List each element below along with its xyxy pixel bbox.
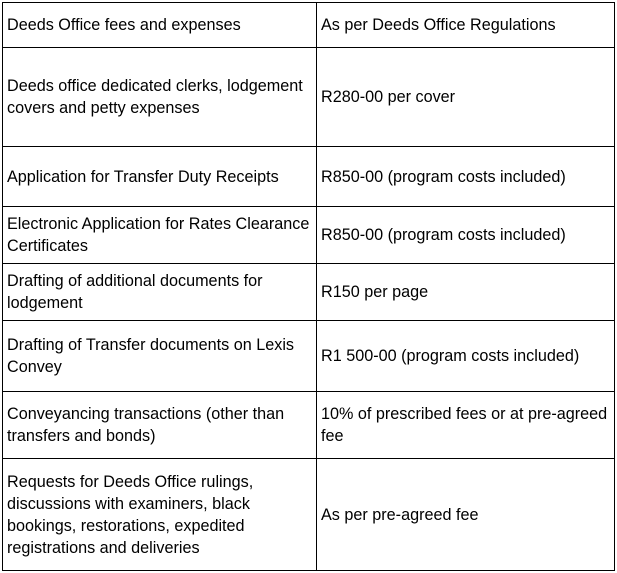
table-row <box>3 48 615 147</box>
service-cell <box>3 321 317 392</box>
fee-text: R850-00 (program costs included) <box>321 226 566 244</box>
service-cell <box>3 207 317 264</box>
service-text: Deeds office dedicated clerks, lodgement covers and petty expenses <box>7 77 303 117</box>
fee-text: R280-00 per cover <box>321 88 456 106</box>
fee-text: As per Deeds Office Regulations <box>321 16 556 34</box>
fee-cell <box>317 3 615 48</box>
service-text: Conveyancing transactions (other than transfers and bonds) <box>7 405 285 445</box>
service-cell <box>3 459 317 571</box>
fee-cell <box>317 321 615 392</box>
table-row <box>3 3 615 48</box>
fee-cell <box>317 207 615 264</box>
table-row <box>3 147 615 207</box>
table-row <box>3 392 615 459</box>
fee-cell <box>317 147 615 207</box>
fee-text: R1 500-00 (program costs included) <box>321 347 580 365</box>
fee-cell <box>317 459 615 571</box>
table-row <box>3 207 615 264</box>
service-cell <box>3 48 317 147</box>
service-text: Electronic Application for Rates Clearance Certificates <box>7 215 310 255</box>
service-cell <box>3 147 317 207</box>
fee-text: R850-00 (program costs included) <box>321 167 566 186</box>
fees-table <box>2 2 615 571</box>
service-text: Drafting of Transfer documents on Lexis Convey <box>7 336 295 376</box>
table-row <box>3 264 615 321</box>
fee-text: As per pre-agreed fee <box>321 505 479 524</box>
table-row <box>3 459 615 571</box>
fee-cell <box>317 264 615 321</box>
service-text: Requests for Deeds Office rulings, discussions with examiners, black bookings, restorations, expedited registrations and deliveries <box>7 472 254 557</box>
service-text: Application for Transfer Duty Receipts <box>7 167 279 186</box>
service-text: Deeds Office fees and expenses <box>7 16 241 34</box>
fee-cell <box>317 48 615 147</box>
service-cell <box>3 392 317 459</box>
service-text: Drafting of additional documents for lodgement <box>7 272 263 312</box>
fee-cell <box>317 392 615 459</box>
fee-text: R150 per page <box>321 283 429 301</box>
fee-text: 10% of prescribed fees or at pre-agreed fee <box>321 405 608 445</box>
service-cell <box>3 3 317 48</box>
table-row <box>3 321 615 392</box>
service-cell <box>3 264 317 321</box>
